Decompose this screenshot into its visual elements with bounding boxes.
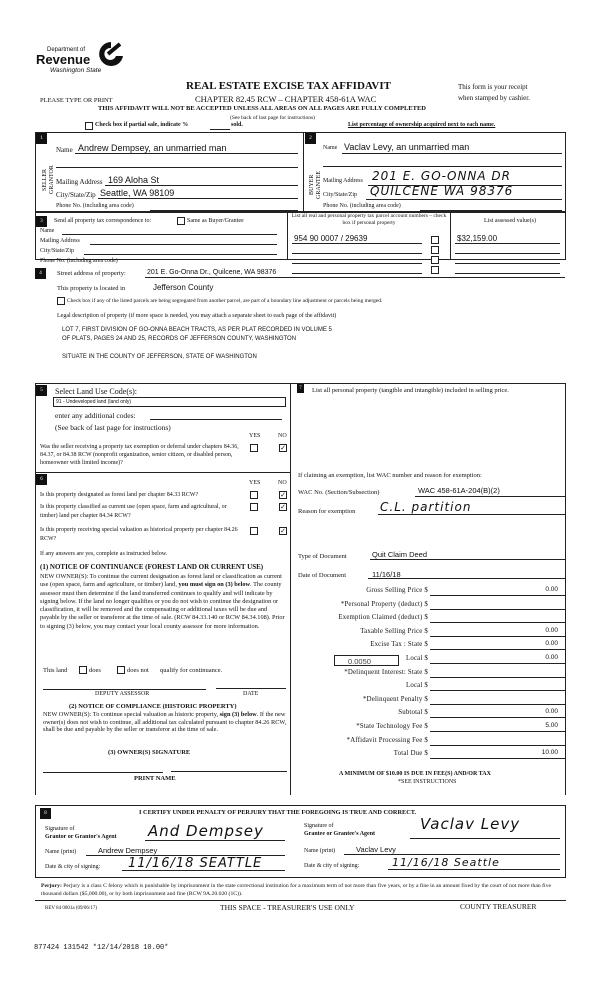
fee-value[interactable]: 10.00 [541,749,558,757]
fee-value[interactable]: 0.00 [545,654,558,661]
exemption-yes-checkbox[interactable] [250,444,258,452]
doc-date-label: Date of Document [298,572,347,579]
please-type: PLEASE TYPE OR PRINT [40,97,113,104]
seller-mailing-label: Mailing Address [56,178,103,186]
buyer-name-field[interactable]: Vaclav Levy, an unmarried man [344,142,470,152]
forest-question: Is this property designated as forest land per chapter 84.33 RCW? [40,492,199,498]
current-use-yes-checkbox[interactable] [250,503,258,511]
no-header: NO [278,433,287,439]
fee-value[interactable]: 0.00 [545,708,558,716]
section-number: 1 [36,133,47,144]
grantor-date-field[interactable]: 11/16/18 SEATTLE [128,856,263,871]
grantor-name-label: Name (print) [45,849,77,855]
fee-label: *Affidavit Processing Fee $ [346,736,428,744]
exemption-question: Was the seller receiving a property tax exemption or deferral under chapters 84.36, 84.37, or 84.38 RCW (nonprofit organization, senior citizen, or disabled person, homeowner with limited income)? [40,444,239,466]
revenue-logo-icon [96,40,126,68]
fee-label: *Personal Property (deduct) $ [340,600,428,608]
forest-yes-checkbox[interactable] [250,491,258,499]
date-label: DATE [243,691,259,697]
corr-phone-label: Phone No. (including area code) [40,258,118,264]
grantor-agent-label: Grantor or Grantor's Agent [45,834,117,840]
assessed-header: List assessed value(s) [484,218,536,224]
yes-header: YES [249,480,261,486]
land-use-select[interactable] [53,397,286,407]
grantee-name-label: Name (print) [304,848,336,854]
see-back: (See back of last page for instructions) [230,115,315,121]
section-number: 7 [297,384,304,393]
qualify-label: qualify for continuance. [160,667,223,674]
street-field[interactable]: 201 E. Go-Onna Dr., Quilcene, WA 98376 [147,269,277,276]
grantee-agent-label: Grantee or Grantee's Agent [304,831,376,837]
form-revision: REV 84 0001a (09/06/17) [45,906,97,911]
personal-property-checkbox[interactable] [431,246,439,254]
historic-no-checkbox[interactable]: ✓ [280,527,286,535]
fee-value[interactable]: 0.00 [545,626,558,634]
logo-revenue: Revenue [36,52,91,67]
section-number: 8 [40,808,51,819]
buyer-mailing-label: Mailing Address [323,178,363,184]
same-as-buyer-label: Same as Buyer/Grantee [187,218,244,224]
deputy-assessor-label: DEPUTY ASSESSOR [95,691,150,697]
current-use-question: Is this property classified as current use (open space, farm and agricultural, or timber) land per chapter 84.34 RCW? [40,504,227,519]
does-checkbox[interactable] [79,666,87,674]
does-label: does [89,667,101,674]
personal-property-checkbox[interactable] [431,266,439,274]
percentage-note: List percentage of ownership acquired next to each name. [348,122,496,128]
doc-type-field[interactable]: Quit Claim Deed [372,550,428,559]
page-title: REAL ESTATE EXCISE TAX AFFIDAVIT [186,80,391,92]
reason-field[interactable]: C.L. partition [380,500,472,514]
seller-city-label: City/State/Zip [56,191,96,199]
grantee-signature[interactable]: Vaclav Levy [420,815,521,833]
owner-signature-label: (3) OWNER(S) SIGNATURE [108,749,191,756]
certify-statement: I CERTIFY UNDER PENALTY OF PERJURY THAT THE FOREGOING IS TRUE AND CORRECT. [139,809,417,816]
print-name-label: PRINT NAME [134,775,176,782]
section-number: 2 [305,133,316,144]
buyer-side-label: BUYER GRANTEE [309,171,322,199]
local-rate-value: 0.0050 [348,657,371,666]
segregated-label: Check box if any of the listed parcels are being segregated from another parcel, are part of a boundary line adjustment or parcels being merged. [67,298,383,304]
local-rate-box[interactable] [334,655,399,666]
corr-city-label: City/State/Zip [40,248,74,254]
notice-compliance-title: (2) NOTICE OF COMPLIANCE (HISTORIC PROPERTY) [69,703,237,710]
legal-label: Legal description of property (if more space is needed, you may attach a separate sheet to each page of the affidavit) [57,313,337,319]
parcel-number-field[interactable]: 954 90 0007 / 29639 [294,234,368,243]
does-not-label: does not [127,667,149,674]
section-number: 3 [36,216,47,227]
grantor-signature[interactable]: And Dempsey [148,822,264,840]
receipt-note-2: when stamped by cashier. [458,94,530,102]
partial-sale-label: Check box if partial sale, indicate % [95,122,189,128]
personal-property-label: List all personal property (tangible and intangible) included in selling price. [312,387,509,394]
grantee-date-field[interactable]: 11/16/18 Seattle [392,856,500,869]
grantee-name-field[interactable]: Vaclav Levy [356,845,396,854]
seller-city-field[interactable]: Seattle, WA 98109 [100,188,175,198]
county-field[interactable]: Jefferson County [153,283,214,292]
grantor-sig-label: Signature of [45,826,75,832]
fee-label: *Delinquent Penalty $ [363,695,428,703]
buyer-city-label: City/State/Zip [323,192,357,198]
fee-value[interactable]: 0.00 [545,586,558,593]
legal-line-3: SITUATE IN THE COUNTY OF JEFFERSON, STATE OF WASHINGTON [62,354,257,360]
legal-line-2: OF PLATS, PAGES 24 AND 25, RECORDS OF JEFFERSON COUNTY, WASHINGTON [62,336,297,342]
assessed-value-field[interactable]: $32,159.00 [457,234,498,243]
notice-compliance-body: NEW OWNER(S): To continue special valuation as historic property, sign (3) below. If the new owner(s) does not wish to continue, all additional tax calculated pursuant to chapter 84.26 RCW, shall be due and payable by the seller or transferor at the time of sale. [43,711,287,733]
fee-label: Total Due $ [393,750,428,758]
buyer-mailing-field[interactable]: 201 E. GO-ONNA DR [372,169,512,183]
grantor-name-field[interactable]: Andrew Dempsey [98,846,158,855]
notice-continuance-body: NEW OWNER(S): To continue the current designation as forest land or classification as current use (open space, farm and agriculture, or timber) land, you must sign on (3) below. The county assessor must then determine if the land transferred continues to qualify and will indicate by signing below. If the land no longer qualifies or you do not wish to continue the designation or classification, it will be removed and the compensating or additional taxes will be due and payable by the seller or transferor at the time of sale. (RCW 84.33.140 or RCW 84.34.108). Prior to signing (3) below, you may contact your local county assessor for more information. [40,573,285,630]
reason-label: Reason for exemption [298,508,356,515]
if-any-yes: If any answers are yes, complete as instructed below. [40,551,168,557]
forest-no-checkbox[interactable]: ✓ [280,491,286,499]
no-header: NO [278,480,287,486]
fee-label: *Delinquent Interest: State $ [344,668,428,676]
seller-name-field[interactable]: Andrew Dempsey, an unmarried man [78,143,227,153]
fee-label: Subtotal $ [398,709,428,717]
fee-label: Taxable Selling Price $ [360,627,428,635]
corr-name-label: Name [40,228,55,234]
fee-value[interactable]: 0.00 [545,640,558,648]
segregated-checkbox[interactable] [57,297,65,305]
does-not-checkbox[interactable] [117,666,125,674]
minimum-due-note: A MINIMUM OF $10.00 IS DUE IN FEE(S) AND/OR TAX [339,771,491,777]
wac-label: WAC No. (Section/Subsection) [298,489,380,496]
fee-label: *State Technology Fee $ [356,723,428,730]
seller-phone-label: Phone No. (including area code) [56,203,134,209]
corr-mailing-label: Mailing Address [40,238,80,244]
claim-exemption-label: If claiming an exemption, list WAC number and reason for exemption: [298,472,482,479]
notice-continuance-title: (1) NOTICE OF CONTINUANCE (FOREST LAND OR CURRENT USE) [40,563,264,571]
treasurer-space-label: THIS SPACE - TREASURER'S USE ONLY [220,903,355,912]
doc-type-label: Type of Document [298,553,347,560]
seller-mailing-field[interactable]: 169 Aloha St [108,175,160,185]
cashier-stamp: 877424 131542 *12/14/2018 10.00* [34,944,169,952]
section-number: 4 [35,268,46,279]
additional-codes-label: enter any additional codes: [55,411,136,420]
current-use-no-checkbox[interactable]: ✓ [280,503,286,511]
personal-property-checkbox[interactable] [431,256,439,264]
historic-question: Is this property receiving special valuation as historical property per chapter 84.26 RCW? [40,527,238,542]
personal-property-checkbox[interactable] [431,236,439,244]
logo-state: Washington State [50,67,102,74]
logo-dept: Department of [47,47,86,53]
historic-yes-checkbox[interactable] [250,527,258,535]
county-treasurer-label: COUNTY TREASURER [460,902,537,911]
buyer-phone-label: Phone No. (including area code) [323,203,401,209]
doc-date-field[interactable]: 11/16/18 [372,570,401,579]
fee-label: Local $ [406,655,428,662]
chapter-line: CHAPTER 82.45 RCW – CHAPTER 458-61A WAC [195,94,377,104]
seller-side-label: SELLER GRANTOR [42,165,55,195]
grantor-date-label: Date & city of signing: [45,864,101,870]
grantee-date-label: Date & city of signing: [304,863,360,869]
fee-label: Gross Selling Price $ [366,587,428,594]
fee-label: Exemption Claimed (deduct) $ [338,614,428,622]
land-use-value: 91 - Undeveloped land (land only) [56,399,132,405]
seller-name-label: Name [56,146,73,154]
fee-label: Local $ [406,682,428,690]
parcel-header: List all real and personal property tax parcel account numbers – check box if personal property [291,213,447,226]
exemption-no-checkbox[interactable]: ✓ [280,444,286,452]
grantee-sig-label: Signature of [304,823,334,829]
fee-value[interactable]: 5.00 [545,722,558,729]
section-number: 5 [36,385,47,396]
fee-label: Excise Tax : State $ [370,641,428,649]
receipt-note-1: This form is your receipt [458,83,528,91]
street-label: Street address of property: [57,270,126,277]
buyer-name-label: Name [323,145,338,151]
section-number: 6 [36,474,47,485]
land-use-see-back: (See back of last page for instructions) [55,423,171,432]
see-instructions: *SEE INSTRUCTIONS [398,779,457,785]
correspondence-label: Send all property tax correspondence to: [54,218,152,224]
legal-line-1: LOT 7, FIRST DIVISION OF GO-ONNA BEACH TRACTS, AS PER PLAT RECORDED IN VOLUME 5 [62,327,332,333]
partial-sale-checkbox[interactable] [85,122,93,130]
sold-label: sold. [231,122,243,128]
same-as-buyer-checkbox[interactable] [177,217,185,225]
yes-header: YES [249,433,261,439]
wac-field[interactable]: WAC 458-61A-204(B)(2) [418,486,500,495]
located-label: This property is located in [57,285,126,292]
buyer-city-field[interactable]: QUILCENE WA 98376 [370,184,514,198]
land-use-title: Select Land Use Code(s): [55,387,137,396]
warning: THIS AFFIDAVIT WILL NOT BE ACCEPTED UNLESS ALL AREAS ON ALL PAGES ARE FULLY COMPLETED [98,105,426,112]
this-land-label: This land [43,667,68,674]
perjury-notice: Perjury: Perjury is a class C felony which is punishable by imprisonment in the state correctional institution for a maximum term of not more than five years, or by a fine in an amount fixed by the court of not more than five thousand dollars ($5,000.00), or by both imprisonment and fine (RCW 9A.20.020 (1C)). [41,883,552,897]
